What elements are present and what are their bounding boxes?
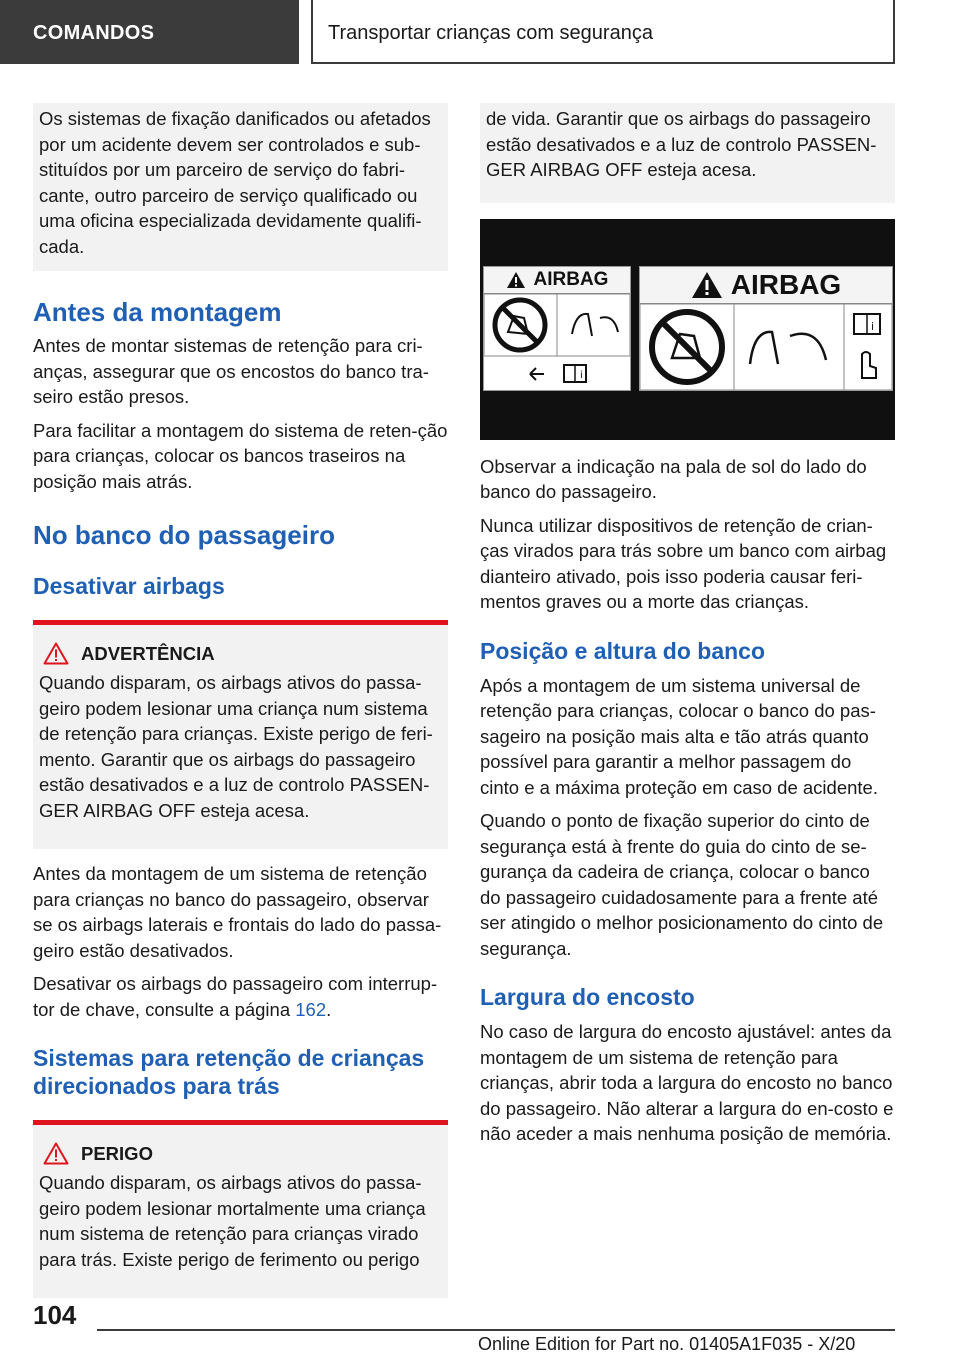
svg-text:i: i bbox=[580, 369, 583, 381]
left-column bbox=[33, 103, 448, 1298]
danger-text: Quando disparam, os airbags ativos do passa-geiro podem lesionar mortalmente uma criança num sistema de retenção para crianças virado para trás. Existe perigo de ferimento ou perigo bbox=[39, 1172, 426, 1270]
airbag-sticker-large-pictograms bbox=[640, 304, 892, 390]
warning-header bbox=[39, 641, 442, 666]
danger-header bbox=[39, 1141, 442, 1166]
paragraph-posicao-2: Quando o ponto de fixação superior do cinto de segurança está à frente do guia do cinto de se-gurança da cadeira de criança, colocar o banco do passageiro cuidadosamente para a frente até ser atingido o melhor posicionamento do cinto de segurança. bbox=[480, 810, 884, 959]
danger-triangle-icon bbox=[43, 1142, 69, 1165]
intro-note-box bbox=[33, 103, 448, 271]
right-column bbox=[480, 103, 895, 1155]
footer-divider bbox=[97, 1329, 895, 1331]
heading-antes-da-montagem: Antes da montagem bbox=[33, 297, 282, 327]
paragraph-nunca: Nunca utilizar dispositivos de retenção de crian-ças virados para trás sobre um banco com airbag dianteiro ativado, pois isso poderia causar feri-mentos graves ou a morte das crianças. bbox=[480, 514, 887, 612]
danger-continuation-box bbox=[480, 103, 895, 203]
airbag-sticker-small-pictograms bbox=[484, 294, 630, 390]
paragraph-antes-2: Para facilitar a montagem do sistema de reten-ção para crianças, colocar os bancos traseiros na posição mais atrás. bbox=[33, 419, 448, 492]
footer-edition-text: Online Edition for Part no. 01405A1F035 - X/20 bbox=[478, 1334, 856, 1354]
page-reference-link[interactable]: 162 bbox=[295, 998, 327, 1020]
heading-no-banco-do-passageiro: No banco do passageiro bbox=[33, 520, 335, 550]
page-number: 104 bbox=[33, 1300, 77, 1330]
header-chapter-title: Transportar crianças com segurança bbox=[311, 0, 895, 64]
airbag-sticker-small-title: AIRBAG bbox=[533, 268, 609, 290]
paragraph-desativar-1: Antes da montagem de um sistema de retenção para crianças no banco do passageiro, observar se os airbags laterais e frontais do lado do passa-geiro estão desativados. bbox=[33, 863, 442, 961]
airbag-sticker-large-title: AIRBAG bbox=[730, 268, 842, 300]
paragraph-posicao-1: Após a montagem de um sistema universal de retenção para crianças, colocar o banco do pas-sageiro na posição mais alta e tão atrás quanto possível para garantir a melhor passagem do cinto e a máxima proteção em caso de acidente. bbox=[480, 674, 878, 798]
heading-sistemas-retencao: Sistemas para retenção de crianças direcionados para trás bbox=[33, 1045, 425, 1099]
paragraph-observar: Observar a indicação na pala de sol do lado do banco do passageiro. bbox=[480, 455, 867, 502]
paragraph-largura: No caso de largura do encosto ajustável: antes da montagem de um sistema de retenção para crianças, abrir toda a largura do encosto no banco do passageiro. Não alterar a largura do en-costo e não aceder a mais nenhuma posição de memória. bbox=[480, 1021, 894, 1144]
paragraph-desativar-2-end: . bbox=[326, 998, 332, 1020]
warning-text: Quando disparam, os airbags ativos do passa-geiro podem lesionar uma criança num sistema de retenção para crianças. Existe perigo de feri-mento. Garantir que os airbags do passageiro estão desativados e a luz de controlo PASSEN-GER AIRBAG OFF esteja acesa. bbox=[39, 672, 433, 821]
airbag-sticker-small bbox=[483, 266, 631, 391]
paragraph-desativar-2 bbox=[33, 971, 448, 1022]
paragraph-desativar-2-text: Desativar os airbags do passageiro com interrup-tor de chave, consulte a página bbox=[33, 973, 438, 1020]
airbag-sticker-large-header bbox=[640, 267, 892, 304]
page-header bbox=[0, 0, 960, 66]
airbag-sticker-large bbox=[639, 266, 893, 391]
intro-note-text: Os sistemas de fixação danificados ou afetados por um acidente devem ser controlados e sub-stituídos por um parceiro de serviço do fabri-cante, outro parceiro de serviço qualificado ou uma oficina especializada devidamente qualifi-cada. bbox=[39, 108, 431, 257]
danger-continuation-text: de vida. Garantir que os airbags do passageiro estão desativados e a luz de controlo PASSEN-GER AIRBAG OFF esteja acesa. bbox=[486, 108, 877, 180]
heading-largura-encosto: Largura do encosto bbox=[480, 984, 695, 1010]
danger-label: PERIGO bbox=[81, 1143, 153, 1164]
header-section-tab: COMANDOS bbox=[0, 0, 299, 64]
airbag-warning-large-icon bbox=[691, 271, 723, 299]
warning-box bbox=[33, 620, 448, 849]
warning-label: ADVERTÊNCIA bbox=[81, 643, 215, 664]
airbag-warning-icon bbox=[506, 271, 526, 289]
airbag-sticker-small-header bbox=[484, 267, 630, 294]
paragraph-antes-1: Antes de montar sistemas de retenção para cri-anças, assegurar que os encostos do banco tra-seiro estão presos. bbox=[33, 335, 429, 407]
danger-box bbox=[33, 1120, 448, 1298]
svg-text:i: i bbox=[871, 319, 875, 333]
airbag-label-photo bbox=[480, 219, 895, 440]
heading-posicao-altura: Posição e altura do banco bbox=[480, 637, 766, 664]
heading-desativar-airbags: Desativar airbags bbox=[33, 573, 225, 599]
warning-triangle-icon bbox=[43, 642, 69, 665]
